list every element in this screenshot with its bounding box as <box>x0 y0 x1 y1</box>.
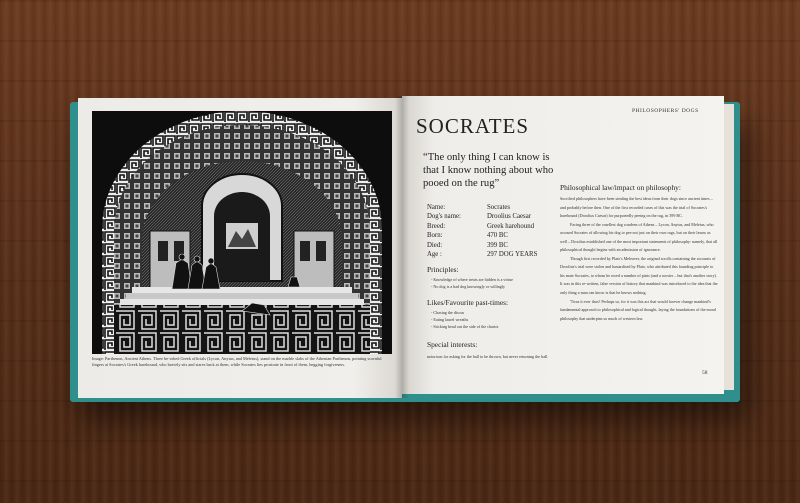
info-value: 399 BC <box>487 241 508 249</box>
philosophy-heading: Philosophical law/impact on philosophy: <box>560 183 681 192</box>
principles-heading: Principles: <box>427 265 459 274</box>
paragraph: Facing three of the cruellest dog wardens of Athens – Lycon, Anytus, and Meletus, who accused Socrates of allowing his dog to pee not just on their own rugs, but on their lawns as well – Droolius established one of the most important statements of philosophy: namely, that all philosophical thought begins with an admission of ignorance. <box>560 221 718 253</box>
paragraph: 'Twas it ever thus? Perhaps so, for it was this act that would forever change mankind's fundamental approach to philosophical and logical thought, laying the foundations of the moral philosophy that underpins so much of western law. <box>560 298 717 321</box>
like-item: - Sticking head out the side of the chariot <box>431 324 499 330</box>
info-value: Socrates <box>487 204 511 211</box>
info-value: 470 BC <box>487 232 508 240</box>
info-value: Droolius Caesar <box>487 213 531 221</box>
dog-info-table <box>427 203 567 259</box>
likes-heading: Likes/Favourite past-times: <box>427 298 509 307</box>
info-row-name <box>427 203 567 212</box>
info-label: Dog's name: <box>427 213 461 221</box>
info-value: Greek harehound <box>487 222 534 230</box>
principles-list <box>431 276 513 290</box>
like-item: - Eating laurel wreaths <box>431 317 469 323</box>
info-label: Age : <box>427 251 442 259</box>
principle-item: - Knowledge of where treats are hidden is a virtue <box>431 277 513 282</box>
parthenon-illustration <box>92 111 392 354</box>
paragraph: Though first recorded by Plato's Meleaver, the original scrolls containing the accounts of Droolius's trial were stolen and bastardised by Plato, who attributed this founding principle to his mate Socrates, to whom he owed a number of pints (and a rooster – but that's another story). It was in this re-written, false version of history that mankind was introduced to the idea that the only thing a man can know is that he knows nothing. <box>560 255 718 296</box>
info-row-breed <box>427 222 567 231</box>
info-label: Died: <box>427 241 443 249</box>
info-label: Born: <box>427 232 443 240</box>
info-row-born <box>427 231 567 240</box>
likes-list <box>431 309 499 331</box>
illustration-drawing <box>92 111 392 354</box>
special-interests-heading: Special interests: <box>427 340 478 349</box>
quote: “The only thing I can know is that I know nothing about who pooed on the rug” <box>423 152 554 189</box>
philosophy-text <box>560 195 718 323</box>
info-value: 297 DOG YEARS <box>487 251 538 259</box>
info-label: Breed: <box>427 222 446 230</box>
info-label: Name: <box>427 204 446 211</box>
page-number: 58 <box>702 370 708 376</box>
page-title: SOCRATES <box>416 114 530 138</box>
paragraph: Socrified philosophers have been stealing the best ideas from their dogs since ancient times – and probably before then. One of the first recorded cases of this was the trial of Socrates's harehound (Droolius Caesar) for purportedly peeing on the rug, in 399 BC. <box>560 196 713 219</box>
like-item: - Chasing the discus <box>431 310 465 315</box>
illustration-caption: Image: Parthenon, Ancient Athens. Three be-robed Greek officials (Lycon, Anytus, and Meletus), stand on the marble slabs of the Athenian Parthenon, pointing scornful fingers at Socrates's Greek harehound, who bravely sits and stares back at them, while Socrates lies prostrate in front of them, begging forgiveness. <box>92 356 382 368</box>
book-gutter <box>395 96 409 398</box>
info-row-age <box>427 250 567 259</box>
principle-item: - No dog is a bad dog knowingly or willingly <box>431 284 506 290</box>
special-interests-text: notorious for asking for the ball to be thrown, but never returning the ball. <box>427 354 549 359</box>
info-row-died <box>427 241 567 250</box>
info-row-dog <box>427 212 567 221</box>
running-head: PHILOSOPHERS' DOGS <box>632 108 699 114</box>
